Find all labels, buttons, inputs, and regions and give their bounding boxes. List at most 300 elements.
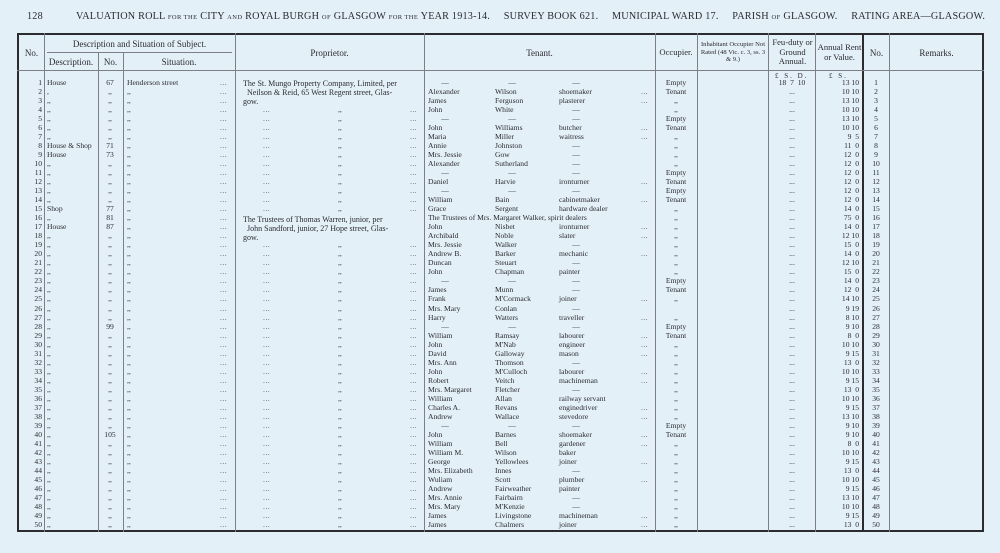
proprietor-ditto: ,, bbox=[338, 150, 342, 160]
row-number: 33 bbox=[34, 366, 42, 376]
tenant-surname: Livingstone bbox=[495, 510, 532, 520]
situation-cell: ,, bbox=[127, 312, 131, 322]
row-number: 35 bbox=[34, 384, 42, 394]
subject-no-cell: ,, bbox=[108, 105, 112, 115]
table-row bbox=[0, 421, 1000, 430]
proprietor-ditto: ,, bbox=[338, 375, 342, 385]
row-number: 28 bbox=[34, 321, 42, 331]
occupation-dots: ... bbox=[641, 519, 649, 529]
situation-dots: ... bbox=[220, 483, 228, 493]
tenant-first-name: David bbox=[428, 348, 447, 358]
occupier-cell: Empty bbox=[665, 276, 687, 286]
annual-value-cell: 75 0 bbox=[843, 213, 859, 223]
proprietor-dots-left: ... bbox=[263, 483, 271, 493]
feu-duty-cell: ... bbox=[789, 375, 795, 385]
proprietor-dots-right: ... bbox=[410, 141, 418, 151]
description-cell: House bbox=[47, 150, 67, 160]
proprietor-ditto: ,, bbox=[338, 258, 342, 268]
situation-cell: ,, bbox=[127, 186, 131, 196]
tenant-surname: M'Kenzie bbox=[495, 501, 525, 511]
tenant-occupation: hardware dealer bbox=[559, 204, 608, 214]
row-number-right: 2 bbox=[874, 87, 878, 97]
row-number-right: 3 bbox=[874, 96, 878, 106]
situation-cell: ,, bbox=[127, 294, 131, 304]
tenant-first-name: Alexander bbox=[428, 87, 460, 97]
proprietor-line: John Sandford, junior, 27 Hope street, Glas- bbox=[247, 224, 389, 234]
proprietor-dots-right: ... bbox=[410, 276, 418, 286]
situation-cell: ,, bbox=[127, 438, 131, 448]
row-number: 4 bbox=[38, 105, 42, 115]
situation-cell: ,, bbox=[127, 447, 131, 457]
tenant-occupation: labourer bbox=[559, 330, 585, 340]
header-remarks: Remarks. bbox=[919, 47, 954, 58]
situation-dots: ... bbox=[220, 132, 228, 142]
tenant-first-name: — bbox=[441, 321, 449, 331]
situation-dots: ... bbox=[220, 501, 228, 511]
tenant-occupation: baker bbox=[559, 447, 576, 457]
feu-duty-cell: ... bbox=[789, 411, 795, 421]
proprietor-dots-left: ... bbox=[263, 357, 271, 367]
feu-duty-cell: ... bbox=[789, 321, 795, 331]
annual-value-cell: 10 10 bbox=[841, 393, 859, 403]
proprietor-ditto: ,, bbox=[338, 366, 342, 376]
proprietor-ditto: ,, bbox=[338, 357, 342, 367]
situation-cell: ,, bbox=[127, 150, 131, 160]
feu-duty-cell: ... bbox=[789, 258, 795, 268]
feu-duty-cell: ... bbox=[789, 456, 795, 466]
description-cell: ,, bbox=[47, 159, 51, 169]
description-cell: ,, bbox=[47, 384, 51, 394]
proprietor-dots-right: ... bbox=[410, 105, 418, 115]
occupier-cell: Tenant bbox=[665, 87, 687, 97]
description-cell: ,, bbox=[47, 465, 51, 475]
header-situation: Situation. bbox=[161, 56, 197, 67]
subject-no-cell: ,, bbox=[108, 411, 112, 421]
tenant-surname: M'Cormack bbox=[495, 294, 531, 304]
subject-no-cell: ,, bbox=[108, 465, 112, 475]
situation-cell: ,, bbox=[127, 213, 131, 223]
description-cell: ,, bbox=[47, 492, 51, 502]
row-number: 30 bbox=[34, 339, 42, 349]
row-number-right: 49 bbox=[872, 510, 880, 520]
tenant-surname: Ferguson bbox=[495, 96, 524, 106]
proprietor-ditto: ,, bbox=[338, 168, 342, 178]
situation-cell: ,, bbox=[127, 195, 131, 205]
proprietor-dots-left: ... bbox=[263, 384, 271, 394]
situation-cell: ,, bbox=[127, 114, 131, 124]
table-row bbox=[0, 358, 1000, 367]
annual-value-cell: 12 10 bbox=[841, 231, 859, 241]
row-number-right: 36 bbox=[872, 393, 880, 403]
table-row bbox=[0, 285, 1000, 294]
row-number: 21 bbox=[34, 258, 42, 268]
annual-value-cell: 13 10 bbox=[841, 411, 859, 421]
situation-dots: ... bbox=[220, 510, 228, 520]
row-number-right: 17 bbox=[872, 222, 880, 232]
description-cell: ,, bbox=[47, 177, 51, 187]
row-number: 32 bbox=[34, 357, 42, 367]
table-row bbox=[0, 367, 1000, 376]
proprietor-dots-left: ... bbox=[263, 366, 271, 376]
situation-cell: ,, bbox=[127, 384, 131, 394]
situation-cell: ,, bbox=[127, 456, 131, 466]
tenant-occupation: joiner bbox=[559, 456, 577, 466]
tenant-occupation: joiner bbox=[559, 294, 577, 304]
proprietor-dots-right: ... bbox=[410, 330, 418, 340]
description-cell: House & Shop bbox=[47, 141, 92, 151]
subject-no-cell: ,, bbox=[108, 168, 112, 178]
table-row bbox=[0, 105, 1000, 114]
situation-cell: ,, bbox=[127, 330, 131, 340]
title-part: OF bbox=[771, 14, 781, 21]
annual-value-cell: 13 10 bbox=[841, 96, 859, 106]
occupier-cell: ,, bbox=[674, 222, 678, 232]
proprietor-dots-left: ... bbox=[263, 348, 271, 358]
occupier-cell: Tenant bbox=[665, 285, 687, 295]
feu-duty-cell: ... bbox=[789, 132, 795, 142]
row-number-right: 20 bbox=[872, 249, 880, 259]
occupier-cell: Tenant bbox=[665, 429, 687, 439]
feu-duty-cell: ... bbox=[789, 231, 795, 241]
row-number: 15 bbox=[34, 204, 42, 214]
annual-value-cell: 9 15 bbox=[845, 510, 859, 520]
situation-dots: ... bbox=[220, 123, 228, 133]
proprietor-ditto: ,, bbox=[338, 276, 342, 286]
situation-cell: ,, bbox=[127, 159, 131, 169]
row-number: 14 bbox=[34, 195, 42, 205]
title-part: FOR THE bbox=[167, 14, 198, 21]
proprietor-dots-right: ... bbox=[410, 402, 418, 412]
tenant-occupation: — bbox=[572, 186, 580, 196]
row-number: 2 bbox=[38, 87, 42, 97]
tenant-surname: Watters bbox=[495, 312, 519, 322]
tenant-surname: Fletcher bbox=[495, 384, 520, 394]
annual-value-cell: 10 10 bbox=[841, 87, 859, 97]
subject-no-cell: ,, bbox=[108, 456, 112, 466]
situation-dots: ... bbox=[220, 168, 228, 178]
occupier-cell: ,, bbox=[674, 231, 678, 241]
row-number: 22 bbox=[34, 267, 42, 277]
tenant-occupation: — bbox=[572, 105, 580, 115]
situation-cell: ,, bbox=[127, 348, 131, 358]
tenant-occupation: shoemaker bbox=[559, 87, 592, 97]
row-number: 44 bbox=[34, 465, 42, 475]
row-number-right: 42 bbox=[872, 447, 880, 457]
situation-cell: ,, bbox=[127, 132, 131, 142]
tenant-occupation: butcher bbox=[559, 123, 582, 133]
tenant-surname: Sergent bbox=[495, 204, 519, 214]
tenant-occupation: slater bbox=[559, 231, 576, 241]
table-row bbox=[0, 385, 1000, 394]
row-number-right: 9 bbox=[874, 150, 878, 160]
subject-no-cell: ,, bbox=[108, 501, 112, 511]
table-row bbox=[0, 322, 1000, 331]
table-row bbox=[0, 502, 1000, 511]
occupier-cell: ,, bbox=[674, 150, 678, 160]
situation-cell: ,, bbox=[127, 375, 131, 385]
occupier-cell: ,, bbox=[674, 393, 678, 403]
description-cell: , bbox=[47, 87, 49, 97]
row-number-right: 27 bbox=[872, 312, 880, 322]
row-number-right: 40 bbox=[872, 429, 880, 439]
tenant-surname: Fairbairn bbox=[495, 492, 523, 502]
title-part: FOR THE bbox=[388, 14, 419, 21]
description-cell: ,, bbox=[47, 213, 51, 223]
proprietor-dots-left: ... bbox=[263, 195, 271, 205]
row-number-right: 7 bbox=[874, 132, 878, 142]
description-cell: ,, bbox=[47, 438, 51, 448]
annual-value-cell: 13 10 bbox=[841, 492, 859, 502]
tenant-occupation: — bbox=[572, 150, 580, 160]
proprietor-line: The Trustees of Thomas Warren, junior, per bbox=[243, 215, 383, 224]
tenant-surname: Harvie bbox=[495, 177, 516, 187]
title-part: OF bbox=[321, 14, 332, 21]
proprietor-ditto: ,, bbox=[338, 267, 342, 277]
annual-value-cell: 13 0 bbox=[843, 465, 859, 475]
row-number: 20 bbox=[34, 249, 42, 259]
proprietor-dots-left: ... bbox=[263, 123, 271, 133]
row-number-right: 35 bbox=[872, 384, 880, 394]
row-number-right: 4 bbox=[874, 105, 878, 115]
situation-cell: ,, bbox=[127, 123, 131, 133]
occupier-cell: ,, bbox=[674, 204, 678, 214]
proprietor-ditto: ,, bbox=[338, 438, 342, 448]
tenant-first-name: The Trustees of Mrs. Margaret Walker, spirit dealers bbox=[428, 213, 587, 223]
situation-cell: ,, bbox=[127, 105, 131, 115]
proprietor-dots-left: ... bbox=[263, 294, 271, 304]
table-row bbox=[0, 439, 1000, 448]
situation-cell: ,, bbox=[127, 465, 131, 475]
header-annual-rent: Annual Rent or Value. bbox=[817, 42, 862, 62]
table-row bbox=[0, 457, 1000, 466]
proprietor-ditto: ,, bbox=[338, 195, 342, 205]
proprietor-ditto: ,, bbox=[338, 321, 342, 331]
subject-no-cell: ,, bbox=[108, 348, 112, 358]
tenant-surname: Noble bbox=[495, 231, 514, 241]
description-cell: ,, bbox=[47, 258, 51, 268]
situation-dots: ... bbox=[220, 150, 228, 160]
tenant-occupation: — bbox=[572, 285, 580, 295]
situation-dots: ... bbox=[220, 267, 228, 277]
tenant-first-name: Mrs. Jessie bbox=[428, 240, 462, 250]
tenant-occupation: plasterer bbox=[559, 96, 586, 106]
tenant-occupation: — bbox=[572, 321, 580, 331]
feu-duty-cell: ... bbox=[789, 276, 795, 286]
feu-duty-cell: ... bbox=[789, 312, 795, 322]
occupier-cell: ,, bbox=[674, 474, 678, 484]
situation-cell: ,, bbox=[127, 321, 131, 331]
tenant-surname: Innes bbox=[495, 465, 512, 475]
tenant-surname: Johnston bbox=[495, 141, 523, 151]
table-row bbox=[0, 204, 1000, 213]
header-no-right: No. bbox=[869, 47, 884, 58]
proprietor-dots-right: ... bbox=[410, 339, 418, 349]
header-desc-group: Description and Situation of Subject. bbox=[72, 38, 207, 49]
subject-no-cell: ,, bbox=[108, 384, 112, 394]
proprietor-ditto: ,, bbox=[338, 105, 342, 115]
proprietor-dots-left: ... bbox=[263, 159, 271, 169]
situation-dots: ... bbox=[220, 438, 228, 448]
subject-no-cell: ,, bbox=[108, 492, 112, 502]
annual-value-cell: 9 15 bbox=[845, 375, 859, 385]
annual-value-cell: 10 10 bbox=[841, 447, 859, 457]
occupation-dots: ... bbox=[641, 366, 649, 376]
tenant-occupation: gardener bbox=[559, 438, 586, 448]
situation-cell: ,, bbox=[127, 339, 131, 349]
tenant-surname: Thomson bbox=[495, 357, 524, 367]
proprietor-ditto: ,, bbox=[338, 159, 342, 169]
feu-duty-cell: ... bbox=[789, 357, 795, 367]
proprietor-dots-right: ... bbox=[410, 303, 418, 313]
tenant-first-name: — bbox=[441, 276, 449, 286]
row-number: 49 bbox=[34, 510, 42, 520]
occupation-dots: ... bbox=[641, 312, 649, 322]
tenant-first-name: John bbox=[428, 366, 443, 376]
subject-no-cell: ,, bbox=[108, 375, 112, 385]
row-number: 34 bbox=[34, 375, 42, 385]
tenant-surname: Allan bbox=[495, 393, 512, 403]
tenant-first-name: Daniel bbox=[428, 177, 449, 187]
occupier-cell: ,, bbox=[674, 240, 678, 250]
row-number-right: 24 bbox=[872, 285, 880, 295]
feu-duty-cell: ... bbox=[789, 492, 795, 502]
table-row bbox=[0, 340, 1000, 349]
situation-dots: ... bbox=[220, 249, 228, 259]
table-row bbox=[0, 159, 1000, 168]
proprietor-ditto: ,, bbox=[338, 285, 342, 295]
tenant-first-name: — bbox=[441, 114, 449, 124]
proprietor-ditto: ,, bbox=[338, 294, 342, 304]
occupation-dots: ... bbox=[641, 231, 649, 241]
row-number-right: 11 bbox=[872, 168, 880, 178]
tenant-first-name: John bbox=[428, 267, 443, 277]
occupier-cell: ,, bbox=[674, 375, 678, 385]
proprietor-dots-left: ... bbox=[263, 501, 271, 511]
row-number-right: 33 bbox=[872, 366, 880, 376]
subject-no-cell: ,, bbox=[108, 330, 112, 340]
proprietor-dots-left: ... bbox=[263, 456, 271, 466]
tenant-surname: Chapman bbox=[495, 267, 525, 277]
subject-no-cell: ,, bbox=[108, 438, 112, 448]
description-cell: ,, bbox=[47, 168, 51, 178]
annual-value-cell: 14 0 bbox=[843, 204, 859, 214]
description-cell: ,, bbox=[47, 195, 51, 205]
table-row bbox=[0, 150, 1000, 159]
row-number: 37 bbox=[34, 402, 42, 412]
situation-cell: ,, bbox=[127, 276, 131, 286]
table-row bbox=[0, 313, 1000, 322]
subject-no-cell: ,, bbox=[108, 177, 112, 187]
row-number: 12 bbox=[34, 177, 42, 187]
tenant-first-name: Charles A. bbox=[428, 402, 461, 412]
row-number-right: 31 bbox=[872, 348, 880, 358]
proprietor-dots-left: ... bbox=[263, 267, 271, 277]
feu-duty-cell: ... bbox=[789, 249, 795, 259]
proprietor-dots-right: ... bbox=[410, 384, 418, 394]
table-row bbox=[0, 231, 1000, 243]
description-cell: ,, bbox=[47, 429, 51, 439]
description-cell: ,, bbox=[47, 96, 51, 106]
proprietor-ditto: ,, bbox=[338, 492, 342, 502]
subject-no-cell: 99 bbox=[106, 321, 114, 331]
row-number: 47 bbox=[34, 492, 42, 502]
proprietor-dots-right: ... bbox=[410, 186, 418, 196]
proprietor-dots-right: ... bbox=[410, 168, 418, 178]
occupation-dots: ... bbox=[641, 348, 649, 358]
tenant-surname: Yellowlees bbox=[495, 456, 529, 466]
tenant-first-name: John bbox=[428, 105, 443, 115]
feu-duty-cell: ... bbox=[789, 159, 795, 169]
title-part: ROYAL BURGH bbox=[242, 11, 322, 22]
header-occupier: Occupier. bbox=[659, 46, 693, 57]
proprietor-dots-left: ... bbox=[263, 375, 271, 385]
tenant-first-name: Frank bbox=[428, 294, 446, 304]
annual-value-cell: 9 15 bbox=[845, 402, 859, 412]
tenant-occupation: — bbox=[572, 258, 580, 268]
row-number: 39 bbox=[34, 420, 42, 430]
tenant-occupation: — bbox=[572, 159, 580, 169]
feu-duty-cell: ... bbox=[789, 474, 795, 484]
proprietor-dots-right: ... bbox=[410, 447, 418, 457]
situation-cell: ,, bbox=[127, 510, 131, 520]
feu-units: £ S. D. bbox=[775, 72, 809, 80]
header-description: Description. bbox=[48, 56, 94, 67]
row-number: 19 bbox=[34, 240, 42, 250]
table-row bbox=[0, 376, 1000, 385]
occupation-dots: ... bbox=[641, 96, 649, 106]
tenant-first-name: James bbox=[428, 96, 447, 106]
situation-cell: ,, bbox=[127, 177, 131, 187]
situation-dots: ... bbox=[220, 177, 228, 187]
subject-no-cell: 71 bbox=[106, 141, 114, 151]
tenant-surname: Barnes bbox=[495, 429, 517, 439]
tenant-occupation: — bbox=[572, 384, 580, 394]
table-row bbox=[0, 304, 1000, 313]
description-cell: ,, bbox=[47, 105, 51, 115]
proprietor-ditto: ,, bbox=[338, 132, 342, 142]
proprietor-dots-left: ... bbox=[263, 303, 271, 313]
occupation-dots: ... bbox=[641, 339, 649, 349]
annual-value-cell: 8 0 bbox=[847, 330, 859, 340]
situation-cell: ,, bbox=[127, 402, 131, 412]
occupier-cell: ,, bbox=[674, 483, 678, 493]
description-cell: ,, bbox=[47, 375, 51, 385]
row-number: 8 bbox=[38, 141, 42, 151]
header-tenant: Tenant. bbox=[526, 47, 553, 58]
situation-dots: ... bbox=[220, 402, 228, 412]
proprietor-line: gow. bbox=[243, 97, 259, 107]
title-part: GLASGOW bbox=[331, 11, 389, 22]
title-part: GLASGOW. RATING AREA—GLASGOW. bbox=[780, 11, 986, 22]
proprietor-ditto: ,, bbox=[338, 312, 342, 322]
tenant-surname: Gow bbox=[495, 150, 510, 160]
subject-no-cell: ,, bbox=[108, 159, 112, 169]
proprietor-dots-left: ... bbox=[263, 492, 271, 502]
occupation-dots: ... bbox=[641, 375, 649, 385]
feu-duty-cell: ... bbox=[789, 429, 795, 439]
annual-value-cell: 9 15 bbox=[845, 456, 859, 466]
proprietor-ditto: ,, bbox=[338, 330, 342, 340]
subject-no-cell: ,, bbox=[108, 519, 112, 529]
tenant-first-name: John bbox=[428, 339, 443, 349]
row-number-right: 25 bbox=[872, 294, 880, 304]
proprietor-ditto: ,, bbox=[338, 519, 342, 529]
subject-no-cell: ,, bbox=[108, 96, 112, 106]
situation-dots: ... bbox=[220, 447, 228, 457]
proprietor-dots-left: ... bbox=[263, 204, 271, 214]
annual-value-cell: 10 10 bbox=[841, 123, 859, 133]
description-cell: ,, bbox=[47, 366, 51, 376]
